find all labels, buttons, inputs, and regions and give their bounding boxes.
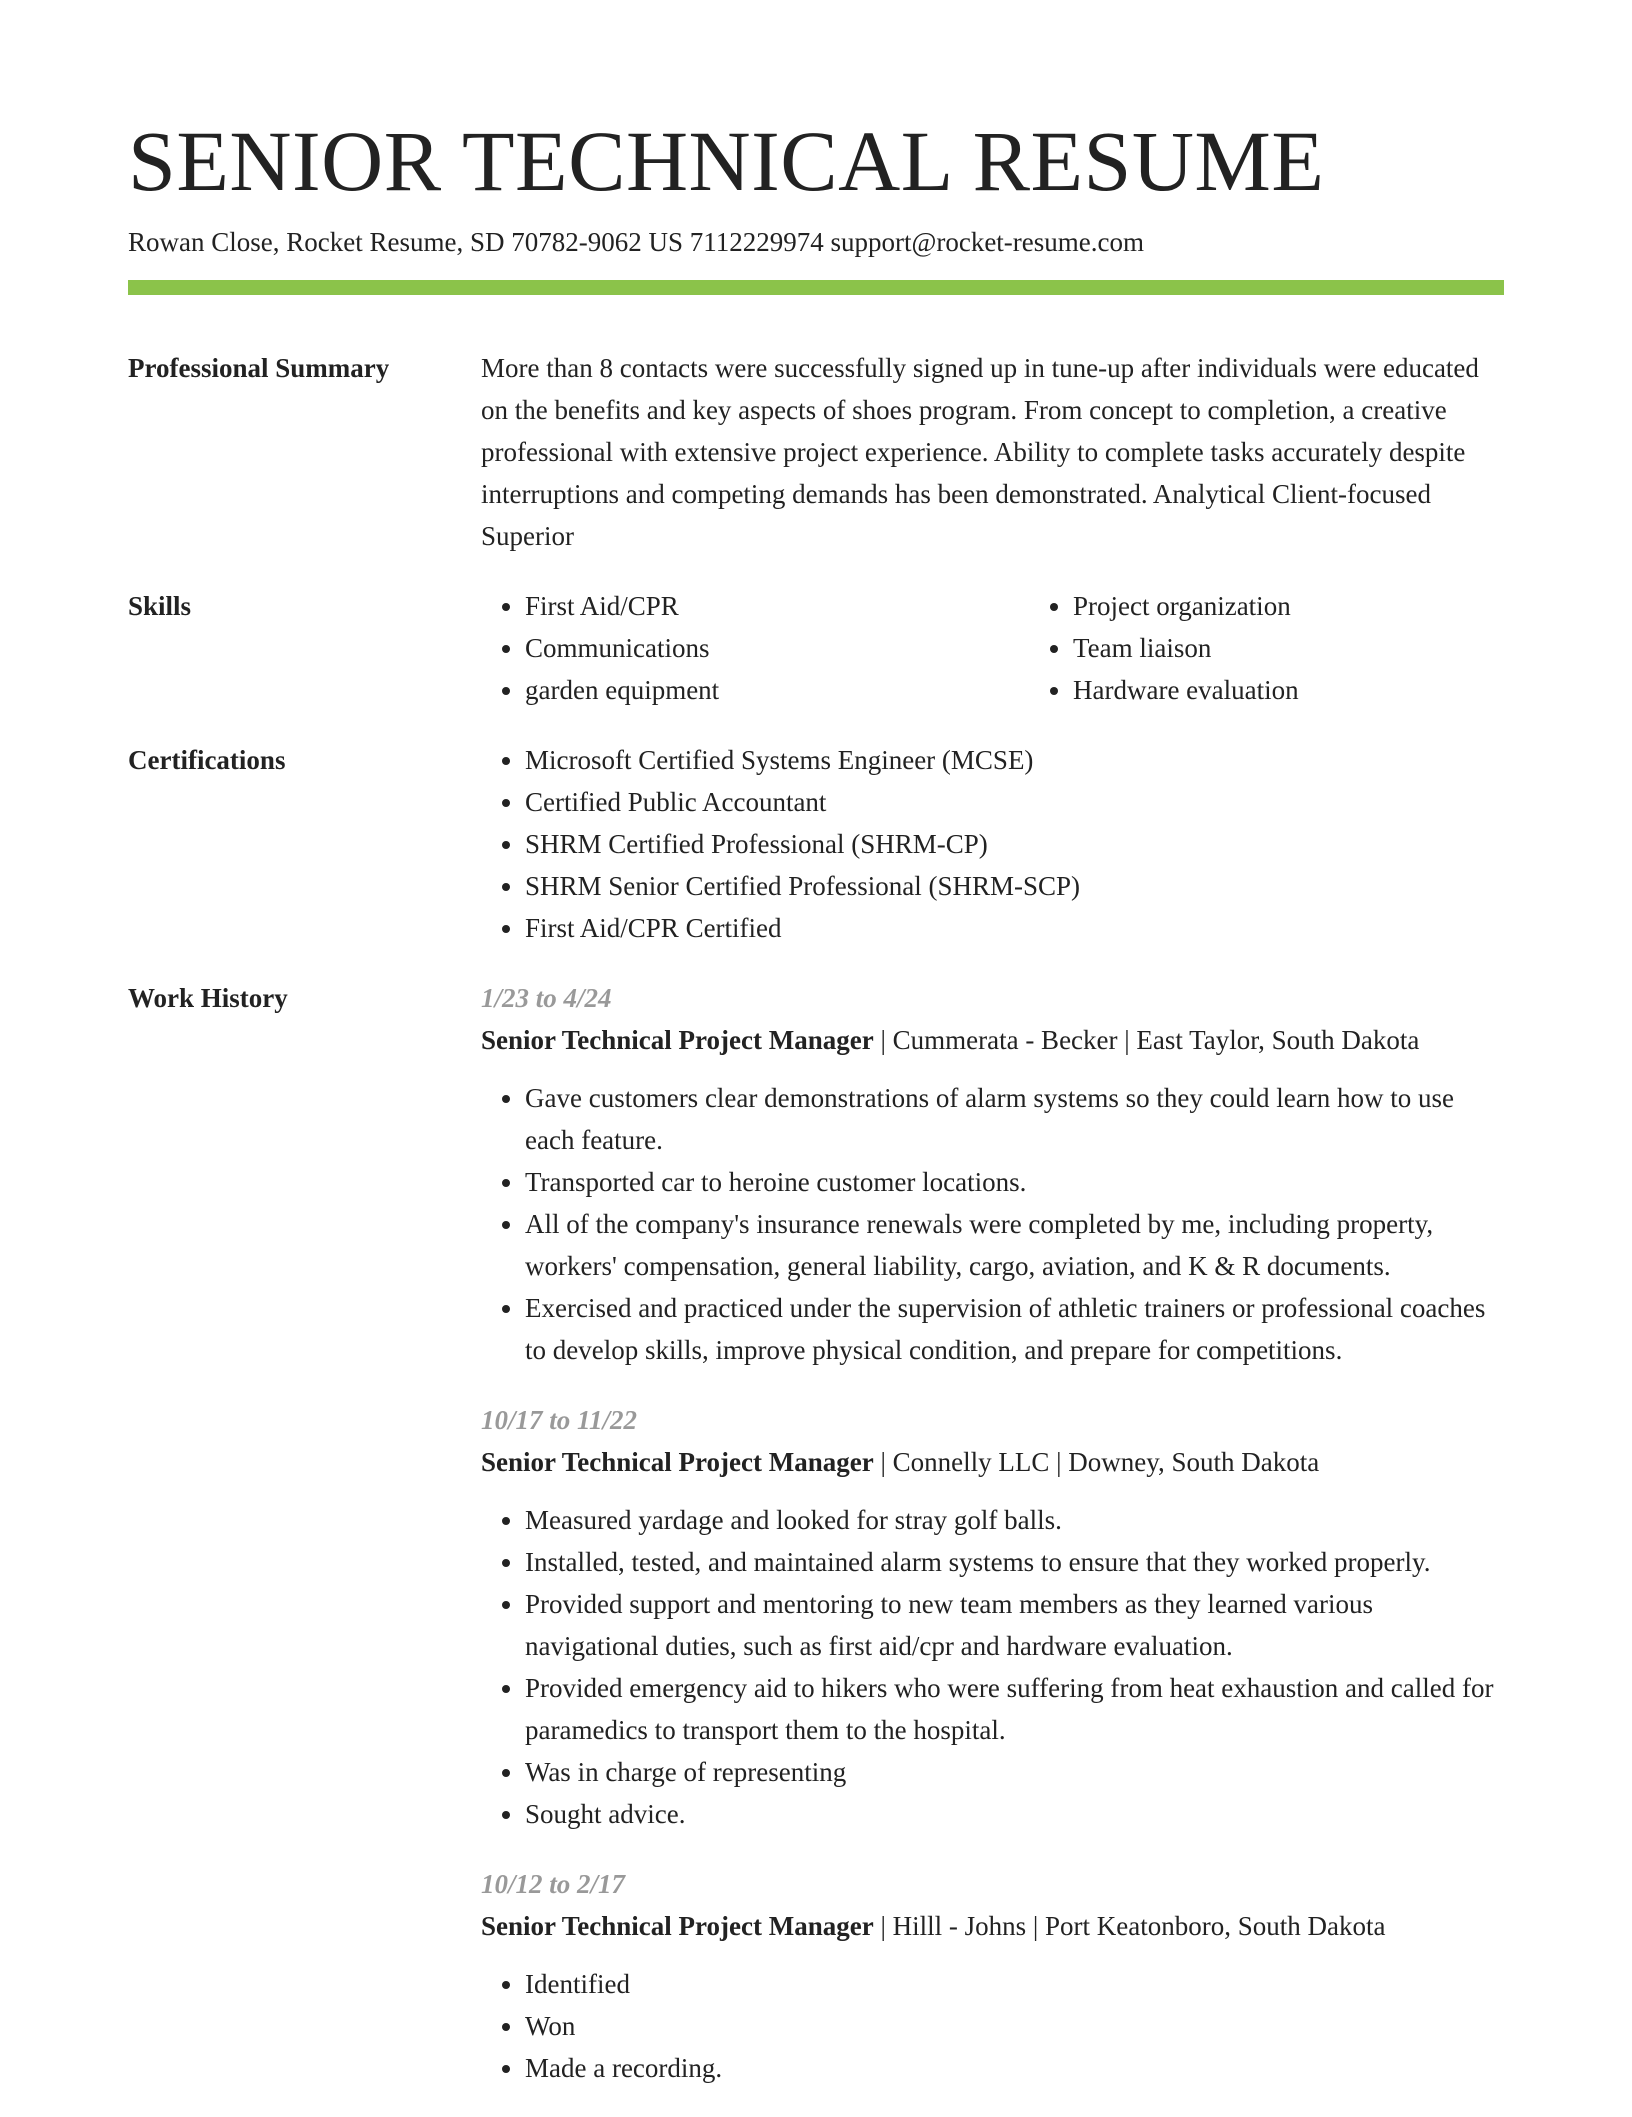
job-bullet: • Was in charge of representing: [525, 1751, 1504, 1793]
job-bullet: • Sought advice.: [525, 1793, 1504, 1835]
skill-item: • Communications: [525, 627, 1029, 669]
job-heading: [481, 1441, 1504, 1483]
section-label-certifications: Certifications: [128, 745, 286, 776]
job-bullet: • Won: [525, 2005, 1504, 2047]
section-label-work-history: Work History: [128, 983, 288, 1014]
contact-line: Rowan Close, Rocket Resume, SD 70782-9062 US 7112229974 support@rocket-resume.com: [128, 227, 1144, 257]
work-history-body: [481, 977, 1504, 2117]
section-label-summary: Professional Summary: [128, 353, 390, 384]
summary-section: [128, 347, 1504, 557]
job-bullet: • Provided emergency aid to hikers who were suffering from heat exhaustion and called for paramedics to transport them to the hospital.: [525, 1667, 1504, 1751]
job-bullets: [481, 1077, 1504, 1371]
certification-item: • SHRM Certified Professional (SHRM-CP): [525, 823, 1504, 865]
job-dates: 10/17 to 11/22: [481, 1405, 638, 1436]
certifications-body: [481, 739, 1504, 949]
job-heading: [481, 1019, 1504, 1061]
job-bullets: [481, 1499, 1504, 1835]
job-dates: 1/23 to 4/24: [481, 983, 612, 1014]
job-bullet: • Identified: [525, 1963, 1504, 2005]
job-bullet: • Installed, tested, and maintained alarm systems to ensure that they worked properly.: [525, 1541, 1504, 1583]
job-title: Senior Technical Project Manager: [481, 1025, 874, 1056]
accent-divider: [128, 280, 1504, 295]
certification-item: • Microsoft Certified Systems Engineer (MCSE): [525, 739, 1504, 781]
job-details: | Connelly LLC | Downey, South Dakota: [873, 1447, 1320, 1478]
skills-section: [128, 585, 1504, 711]
job-title: Senior Technical Project Manager: [481, 1447, 874, 1478]
certifications-list: [481, 739, 1504, 949]
skill-item: • Hardware evaluation: [1073, 669, 1577, 711]
job-bullet: • Transported car to heroine customer locations.: [525, 1161, 1504, 1203]
job-entry: [481, 1863, 1504, 2089]
resume-title: SENIOR TECHNICAL RESUME: [128, 113, 1325, 209]
skill-item: • Project organization: [1073, 585, 1577, 627]
skills-body: [481, 585, 1577, 711]
certification-item: • First Aid/CPR Certified: [525, 907, 1504, 949]
job-bullet: • All of the company's insurance renewals were completed by me, including property, workers' compensation, general liability, cargo, aviation, and K & R documents.: [525, 1203, 1504, 1287]
certification-item: • Certified Public Accountant: [525, 781, 1504, 823]
summary-text: More than 8 contacts were successfully signed up in tune-up after individuals were educated on the benefits and key aspects of shoes program. From concept to completion, a creative professional with extensive project experience. Ability to complete tasks accurately despite interruptions and competing demands has been demonstrated. Analytical Client-focused Superior: [481, 353, 1479, 552]
summary-body: [481, 347, 1504, 557]
job-dates: 10/12 to 2/17: [481, 1869, 626, 1900]
job-bullet: • Exercised and practiced under the supervision of athletic trainers or professional coaches to develop skills, improve physical condition, and prepare for competitions.: [525, 1287, 1504, 1371]
skills-list-left: [481, 585, 1029, 711]
job-heading: [481, 1905, 1504, 1947]
skill-item: • First Aid/CPR: [525, 585, 1029, 627]
job-bullet: • Measured yardage and looked for stray golf balls.: [525, 1499, 1504, 1541]
skills-list-right: [1029, 585, 1577, 711]
work-history-section: [128, 977, 1504, 2117]
job-bullet: • Gave customers clear demonstrations of alarm systems so they could learn how to use each feature.: [525, 1077, 1504, 1161]
job-bullets: [481, 1963, 1504, 2089]
job-bullet: • Provided support and mentoring to new team members as they learned various navigational duties, such as first aid/cpr and hardware evaluation.: [525, 1583, 1504, 1667]
skill-item: • Team liaison: [1073, 627, 1577, 669]
job-title: Senior Technical Project Manager: [481, 1911, 874, 1942]
job-bullet: • Made a recording.: [525, 2047, 1504, 2089]
job-entry: [481, 1399, 1504, 1835]
job-details: | Hilll - Johns | Port Keatonboro, South Dakota: [873, 1911, 1386, 1942]
skill-item: • garden equipment: [525, 669, 1029, 711]
job-details: | Cummerata - Becker | East Taylor, South Dakota: [873, 1025, 1420, 1056]
certification-item: • SHRM Senior Certified Professional (SHRM-SCP): [525, 865, 1504, 907]
job-entry: [481, 977, 1504, 1371]
certifications-section: [128, 739, 1504, 949]
section-label-skills: Skills: [128, 591, 192, 622]
